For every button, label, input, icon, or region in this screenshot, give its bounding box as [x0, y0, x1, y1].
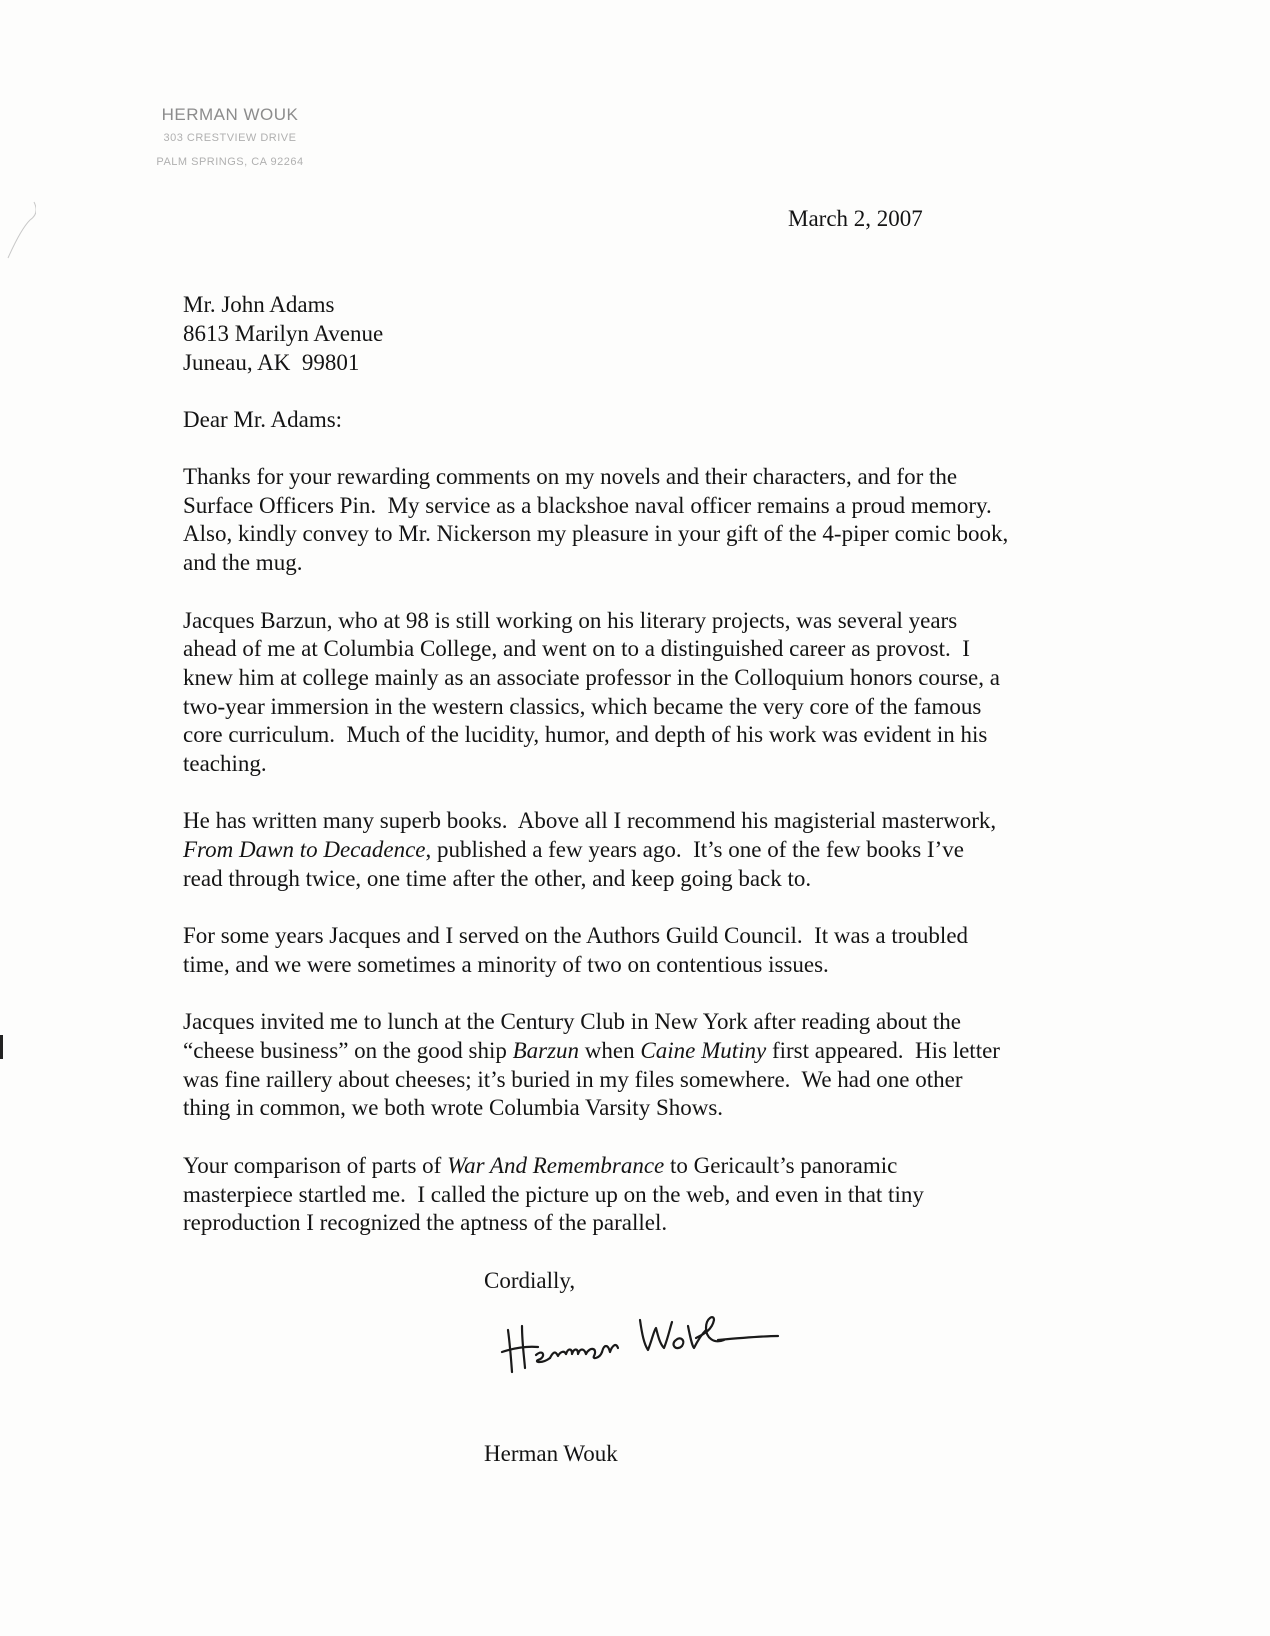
signer-name: Herman Wouk	[484, 1441, 618, 1466]
text-run: masterpiece startled me. I called the picture up on the web, and even in that tiny	[183, 1181, 924, 1207]
paragraph-line	[183, 1181, 1103, 1210]
paragraph-line	[183, 549, 1103, 578]
body-paragraph	[183, 607, 1103, 779]
paragraph-line	[183, 1008, 1103, 1037]
text-run: Jacques invited me to lunch at the Century Club in New York after reading about the	[183, 1009, 961, 1035]
letterhead-name: HERMAN WOUK	[161, 105, 299, 124]
text-run: , published a few years ago. It’s one of the few books I’ve	[425, 837, 964, 863]
handwritten-signature	[500, 1300, 780, 1380]
paragraph-line	[183, 463, 1103, 492]
text-run: Also, kindly convey to Mr. Nickerson my pleasure in your gift of the 4-piper comic book,	[183, 521, 1009, 547]
paragraph-line	[183, 836, 1103, 865]
text-run: Your comparison of parts of	[183, 1152, 448, 1178]
text-run: He has written many superb books. Above all I recommend his magisterial masterwork,	[183, 808, 997, 834]
text-run: was fine raillery about cheeses; it’s buried in my files somewhere. We had one other	[183, 1066, 963, 1092]
paragraph-line	[183, 635, 1103, 664]
text-run: read through twice, one time after the other, and keep going back to.	[183, 865, 812, 891]
paragraph-line	[183, 1094, 1103, 1123]
italic-title: Caine Mutiny	[640, 1038, 767, 1063]
body-paragraph	[183, 807, 1103, 893]
paragraph-line	[183, 951, 1103, 980]
paragraph-line	[183, 492, 1103, 521]
text-run: For some years Jacques and I served on the Authors Guild Council. It was a troubled	[183, 923, 969, 949]
recipient-street: 8613 Marilyn Avenue	[183, 321, 384, 346]
text-run: and the mug.	[183, 550, 303, 576]
text-run: ahead of me at Columbia College, and went on to a distinguished career as provost. I	[183, 636, 970, 662]
paragraph-line	[183, 1209, 1103, 1238]
body-paragraph	[183, 1008, 1103, 1123]
paragraph-line	[183, 807, 1103, 836]
text-run: reproduction I recognized the aptness of the parallel.	[183, 1210, 668, 1236]
paragraph-line	[183, 721, 1103, 750]
text-run: Thanks for your rewarding comments on my novels and their characters, and for the	[183, 464, 958, 489]
paragraph-line	[183, 693, 1103, 722]
letterhead-city: PALM SPRINGS, CA 92264	[156, 156, 304, 168]
paragraph-line	[183, 1037, 1103, 1066]
text-run: core curriculum. Much of the lucidity, humor, and depth of his work was evident in his	[183, 722, 988, 748]
recipient-address	[183, 290, 383, 377]
paragraph-line	[183, 750, 1103, 779]
text-run: thing in common, we both wrote Columbia Varsity Shows.	[183, 1095, 724, 1121]
paragraph-line	[183, 664, 1103, 693]
recipient-name: Mr. John Adams	[183, 292, 335, 317]
salutation: Dear Mr. Adams:	[183, 407, 343, 432]
italic-title: Barzun	[512, 1038, 580, 1063]
letterhead-street: 303 CRESTVIEW DRIVE	[163, 132, 297, 144]
paper-edge-mark	[6, 200, 36, 260]
body-paragraph	[183, 1152, 1103, 1238]
text-run: first appeared. His letter	[766, 1038, 1000, 1063]
text-run: “cheese business” on the good ship	[183, 1038, 513, 1063]
letterhead	[130, 104, 330, 174]
letter-body	[183, 463, 1103, 1267]
text-run: Surface Officers Pin. My service as a blackshoe naval officer remains a proud memory.	[183, 492, 992, 518]
closing: Cordially,	[484, 1268, 576, 1293]
text-run: Jacques Barzun, who at 98 is still working on his literary projects, was several years	[183, 607, 958, 633]
scan-edge-mark	[0, 1035, 3, 1059]
body-paragraph	[183, 922, 1103, 979]
letter-date: March 2, 2007	[788, 206, 923, 231]
text-run: two-year immersion in the western classics, which became the very core of the famous	[183, 693, 982, 719]
italic-title: War And Remembrance	[447, 1152, 665, 1178]
text-run: when	[579, 1038, 641, 1063]
paragraph-line	[183, 607, 1103, 636]
paragraph-line	[183, 865, 1103, 894]
paragraph-line	[183, 922, 1103, 951]
text-run: to Gericault’s panoramic	[664, 1152, 898, 1178]
text-run: teaching.	[183, 751, 267, 777]
italic-title: From Dawn to Decadence	[183, 837, 426, 863]
text-run: time, and we were sometimes a minority of two on contentious issues.	[183, 951, 829, 977]
paragraph-line	[183, 520, 1103, 549]
recipient-city: Juneau, AK 99801	[183, 350, 360, 375]
body-paragraph	[183, 463, 1103, 578]
text-run: knew him at college mainly as an associate professor in the Colloquium honors course, a	[183, 664, 1000, 690]
paragraph-line	[183, 1152, 1103, 1181]
paragraph-line	[183, 1066, 1103, 1095]
